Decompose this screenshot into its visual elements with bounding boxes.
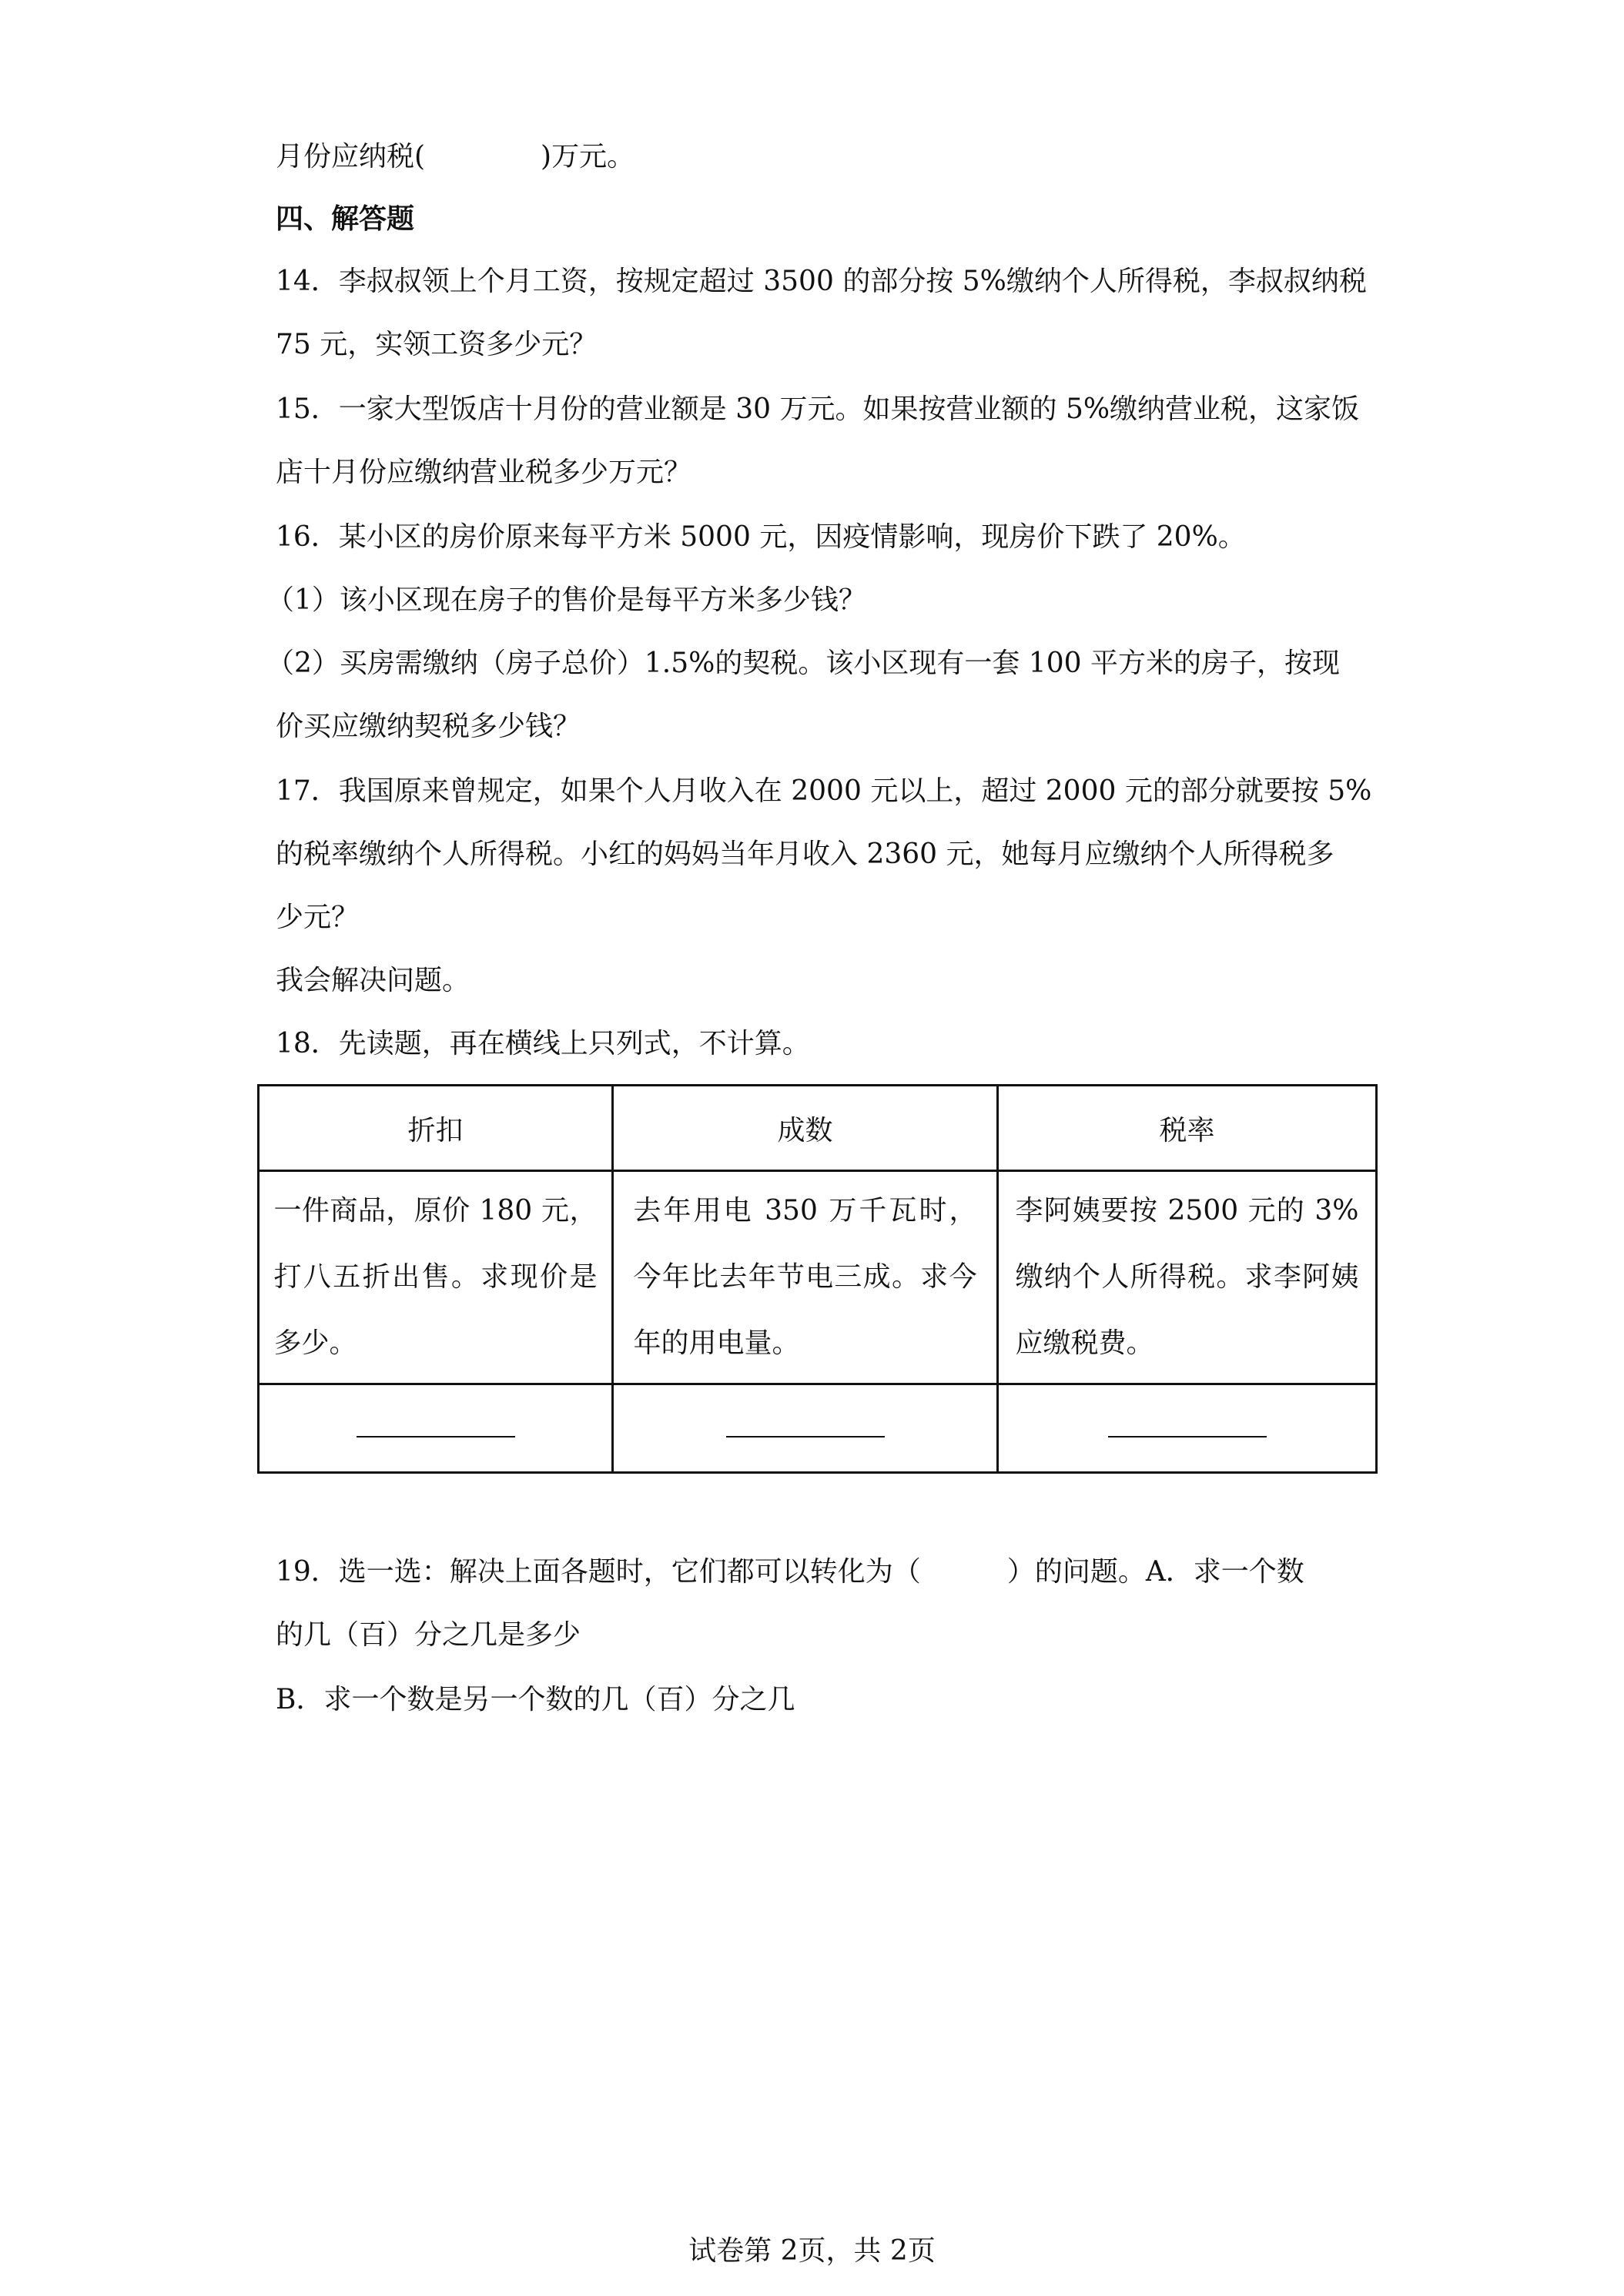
question-16-part-2-line-2: 价买应缴纳契税多少钱？ <box>276 711 581 742</box>
answer-line[interactable] <box>357 1421 515 1438</box>
question-16-part-1: （1）该小区现在房子的售价是每平方米多少钱？ <box>266 584 866 616</box>
table-header-row <box>259 1086 1377 1171</box>
problem-text-percentage: 去年用电 350 万千瓦时，今年比去年节电三成。求今年的用电量。 <box>633 1195 977 1359</box>
question-15-line-1: 15．一家大型饭店十月份的营业额是 30 万元。如果按营业额的 5%缴纳营业税，这家饭 <box>276 393 1360 425</box>
question-19-line-2: 的几（百）分之几是多少 <box>276 1619 581 1651</box>
problem-text-tax-rate: 李阿姨要按 2500 元的 3%缴纳个人所得税。求李阿姨应缴税费。 <box>1015 1195 1359 1359</box>
q13-suffix: )万元。 <box>541 141 635 172</box>
question-17-line-3: 少元？ <box>276 902 360 933</box>
answer-cell-discount[interactable] <box>259 1384 613 1473</box>
question-18-table <box>257 1084 1378 1474</box>
question-19-line-1 <box>276 1555 1304 1589</box>
page-footer: 试卷第 2页，共 2页 <box>688 2235 936 2267</box>
q13-prefix: 月份应纳税( <box>276 141 426 172</box>
header-tax-rate: 税率 <box>998 1086 1377 1171</box>
q19-prefix: 19．选一选：解决上面各题时，它们都可以转化为（ <box>276 1556 921 1588</box>
answer-line[interactable] <box>1108 1421 1267 1438</box>
problem-cell-percentage <box>613 1171 998 1384</box>
table-answer-row <box>259 1384 1377 1473</box>
q19-suffix: ）的问题。A．求一个数 <box>1006 1556 1304 1588</box>
problem-text-discount: 一件商品，原价 180 元，打八五折出售。求现价是多少。 <box>273 1195 598 1359</box>
header-discount: 折扣 <box>259 1086 613 1171</box>
answer-line[interactable] <box>726 1421 885 1438</box>
question-13-tail <box>276 140 635 174</box>
problem-cell-tax-rate <box>998 1171 1377 1384</box>
question-16-part-2-line-1: （2）买房需缴纳（房子总价）1.5%的契税。该小区现有一套 100 平方米的房子，按现 <box>266 648 1340 679</box>
answer-cell-percentage[interactable] <box>613 1384 998 1473</box>
question-17-line-2: 的税率缴纳个人所得税。小红的妈妈当年月收入 2360 元，她每月应缴纳个人所得税多 <box>276 838 1334 870</box>
question-15-line-2: 店十月份应缴纳营业税多少万元？ <box>276 457 692 488</box>
section-heading-4: 四、解答题 <box>276 202 415 235</box>
header-percentage: 成数 <box>613 1086 998 1171</box>
table-problem-row <box>259 1171 1377 1384</box>
question-18: 18．先读题，再在横线上只列式，不计算。 <box>276 1028 810 1059</box>
question-16: 16．某小区的房价原来每平方米 5000 元，因疫情影响，现房价下跌了 20%。 <box>276 521 1246 553</box>
answer-cell-tax-rate[interactable] <box>998 1384 1377 1473</box>
question-14-line-2: 75 元，实领工资多少元？ <box>276 329 598 360</box>
question-14-line-1: 14．李叔叔领上个月工资，按规定超过 3500 的部分按 5%缴纳个人所得税，李叔叔纳税 <box>276 266 1367 297</box>
problem-cell-discount <box>259 1171 613 1384</box>
question-19-option-b: B．求一个数是另一个数的几（百）分之几 <box>276 1684 795 1715</box>
solve-problems-heading: 我会解决问题。 <box>276 965 470 996</box>
question-17-line-1: 17．我国原来曾规定，如果个人月收入在 2000 元以上，超过 2000 元的部分就要按 5% <box>276 775 1372 807</box>
